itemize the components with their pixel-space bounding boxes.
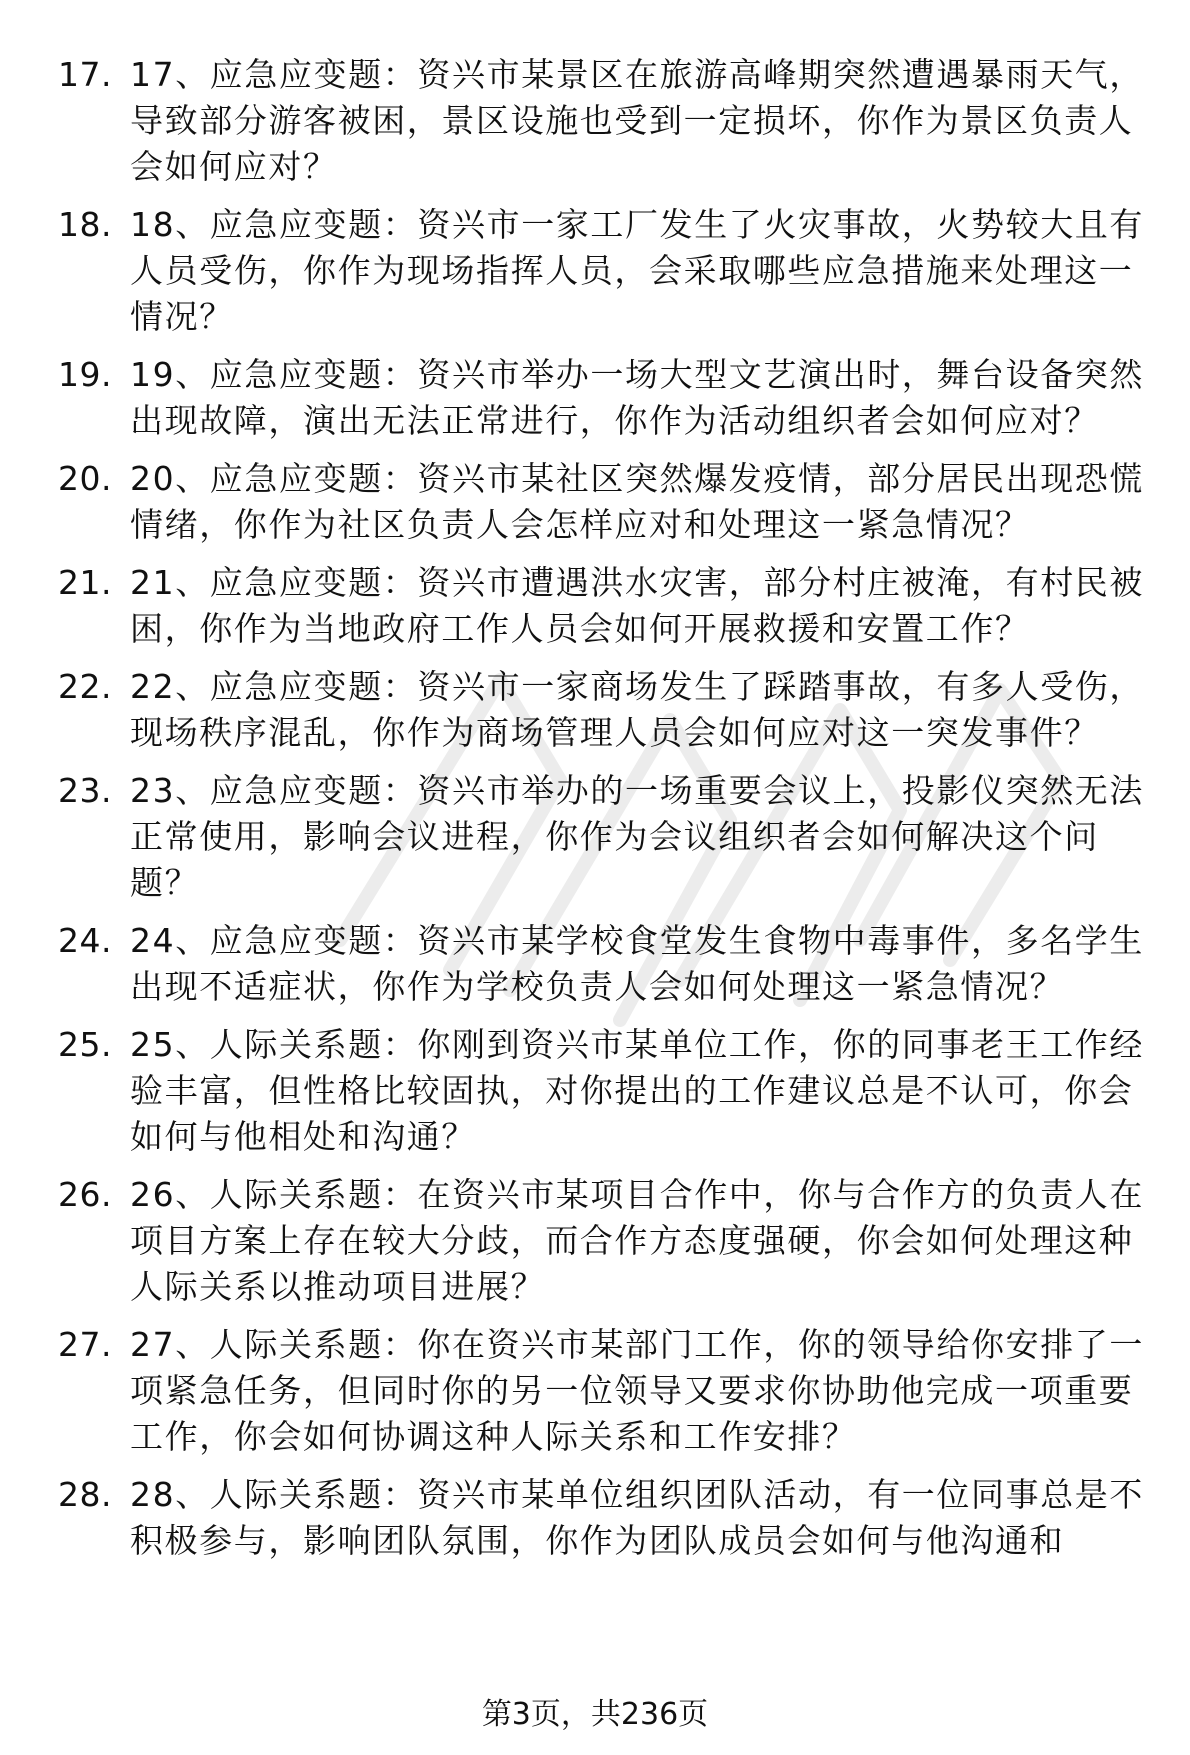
item-number: 23. bbox=[58, 771, 112, 810]
item-number: 22. bbox=[58, 667, 112, 706]
item-number: 19. bbox=[58, 355, 112, 394]
item-text: 23、应急应变题：资兴市举办的一场重要会议上，投影仪突然无法正常使用，影响会议进程，你作为会议组织者会如何解决这个问题？ bbox=[130, 771, 1144, 902]
item-number: 21. bbox=[58, 563, 112, 602]
item-text: 19、应急应变题：资兴市举办一场大型文艺演出时，舞台设备突然出现故障，演出无法正常进行，你作为活动组织者会如何应对？ bbox=[130, 355, 1144, 440]
list-item bbox=[0, 52, 1190, 190]
item-number: 26. bbox=[58, 1175, 112, 1214]
item-text: 21、应急应变题：资兴市遭遇洪水灾害，部分村庄被淹，有村民被困，你作为当地政府工作人员会如何开展救援和安置工作？ bbox=[130, 563, 1144, 648]
list-item bbox=[0, 1472, 1190, 1564]
list-item bbox=[0, 560, 1190, 652]
item-text: 25、人际关系题：你刚到资兴市某单位工作，你的同事老王工作经验丰富，但性格比较固执，对你提出的工作建议总是不认可，你会如何与他相处和沟通？ bbox=[130, 1025, 1144, 1156]
item-number: 18. bbox=[58, 205, 112, 244]
list-item bbox=[0, 768, 1190, 906]
item-text: 24、应急应变题：资兴市某学校食堂发生食物中毒事件，多名学生出现不适症状，你作为学校负责人会如何处理这一紧急情况？ bbox=[130, 921, 1144, 1006]
item-number: 27. bbox=[58, 1325, 112, 1364]
item-number: 17. bbox=[58, 55, 112, 94]
list-item bbox=[0, 1172, 1190, 1310]
list-item bbox=[0, 202, 1190, 340]
list-item bbox=[0, 918, 1190, 1010]
item-number: 28. bbox=[58, 1475, 112, 1514]
list-item bbox=[0, 1022, 1190, 1160]
item-text: 17、应急应变题：资兴市某景区在旅游高峰期突然遭遇暴雨天气，导致部分游客被困，景区设施也受到一定损坏，你作为景区负责人会如何应对？ bbox=[130, 55, 1144, 186]
item-text: 18、应急应变题：资兴市一家工厂发生了火灾事故，火势较大且有人员受伤，你作为现场指挥人员，会采取哪些应急措施来处理这一情况？ bbox=[130, 205, 1144, 336]
list-item bbox=[0, 352, 1190, 444]
item-text: 20、应急应变题：资兴市某社区突然爆发疫情，部分居民出现恐慌情绪，你作为社区负责人会怎样应对和处理这一紧急情况？ bbox=[130, 459, 1144, 544]
item-text: 27、人际关系题：你在资兴市某部门工作，你的领导给你安排了一项紧急任务，但同时你的另一位领导又要求你协助他完成一项重要工作，你会如何协调这种人际关系和工作安排？ bbox=[130, 1325, 1144, 1456]
item-text: 22、应急应变题：资兴市一家商场发生了踩踏事故，有多人受伤，现场秩序混乱，你作为商场管理人员会如何应对这一突发事件？ bbox=[130, 667, 1144, 752]
list-item bbox=[0, 456, 1190, 548]
item-number: 25. bbox=[58, 1025, 112, 1064]
list-item bbox=[0, 664, 1190, 756]
item-text: 26、人际关系题：在资兴市某项目合作中，你与合作方的负责人在项目方案上存在较大分歧，而合作方态度强硬，你会如何处理这种人际关系以推动项目进展？ bbox=[130, 1175, 1144, 1306]
item-text: 28、人际关系题：资兴市某单位组织团队活动，有一位同事总是不积极参与，影响团队氛围，你作为团队成员会如何与他沟通和 bbox=[130, 1475, 1144, 1560]
list-item bbox=[0, 1322, 1190, 1460]
item-number: 20. bbox=[58, 459, 112, 498]
question-list bbox=[0, 52, 1190, 1576]
page-footer: 第3页，共236页 bbox=[481, 1697, 709, 1732]
item-number: 24. bbox=[58, 921, 112, 960]
